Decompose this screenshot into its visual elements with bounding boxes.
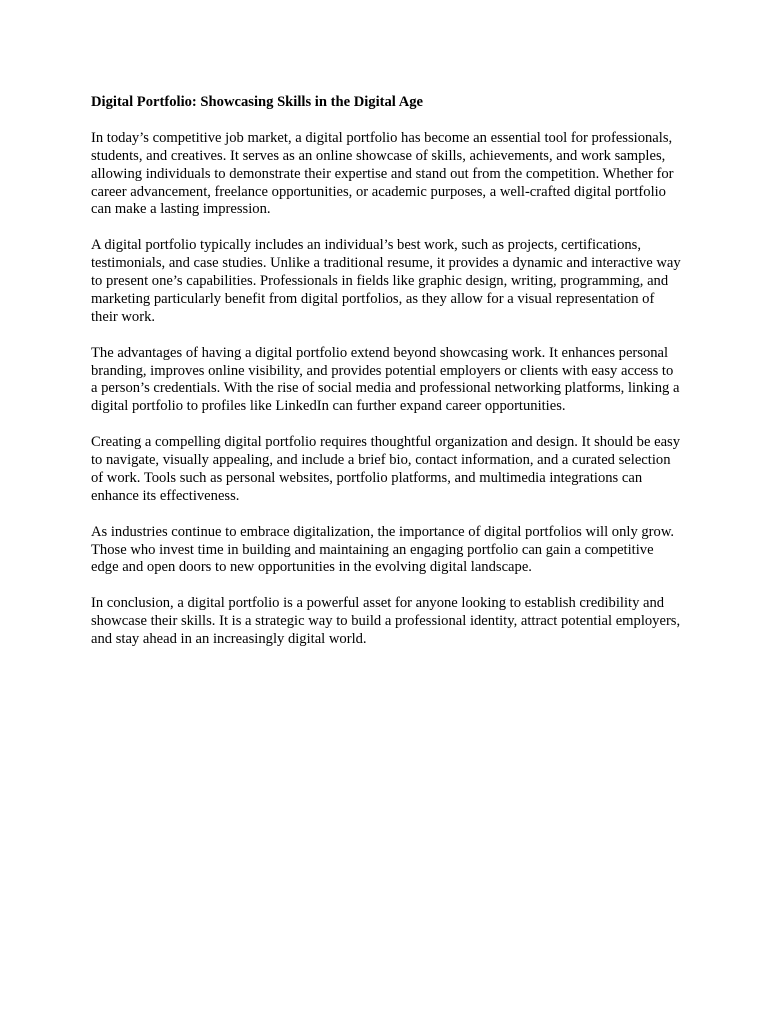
paragraph-industries: As industries continue to embrace digitalization, the importance of digital portfolios will only grow. Those who invest time in building and maintaining an engaging portfolio can gain a competitive edge and open doors to new opportunities in the evolving digital landscape. (91, 523, 675, 576)
document-body (91, 94, 681, 667)
paragraph-introduction: In today’s competitive job market, a digital portfolio has become an essential tool for professionals, students, and creatives. It serves as an online showcase of skills, achievements, and work samples, allowing individuals to demonstrate their expertise and stand out from the competition. Whether for career advancement, freelance opportunities, or academic purposes, a well-crafted digital portfolio can make a lasting impression. (91, 129, 674, 218)
paragraph-creating: Creating a compelling digital portfolio requires thoughtful organization and design. It should be easy to navigate, visually appealing, and include a brief bio, contact information, and a curated selection of work. Tools such as personal websites, portfolio platforms, and multimedia integrations can enhance its effectiveness. (91, 434, 681, 504)
paragraph-contents: A digital portfolio typically includes an individual’s best work, such as projects, certifications, testimonials, and case studies. Unlike a traditional resume, it provides a dynamic and interactive way to present one’s capabilities. Professionals in fields like graphic design, writing, programming, and marketing particularly benefit from digital portfolios, as they allow for a visual representation of their work. (91, 237, 681, 325)
document-title: Digital Portfolio: Showcasing Skills in the Digital Age (91, 94, 424, 110)
paragraph-conclusion: In conclusion, a digital portfolio is a powerful asset for anyone looking to establish credibility and showcase their skills. It is a strategic way to build a professional identity, attract potential employers, and stay ahead in an increasingly digital world. (91, 595, 681, 648)
paragraph-advantages: The advantages of having a digital portfolio extend beyond showcasing work. It enhances personal branding, improves online visibility, and provides potential employers or clients with easy access to a person’s credentials. With the rise of social media and professional networking platforms, linking a digital portfolio to profiles like LinkedIn can further expand career opportunities. (91, 344, 680, 415)
